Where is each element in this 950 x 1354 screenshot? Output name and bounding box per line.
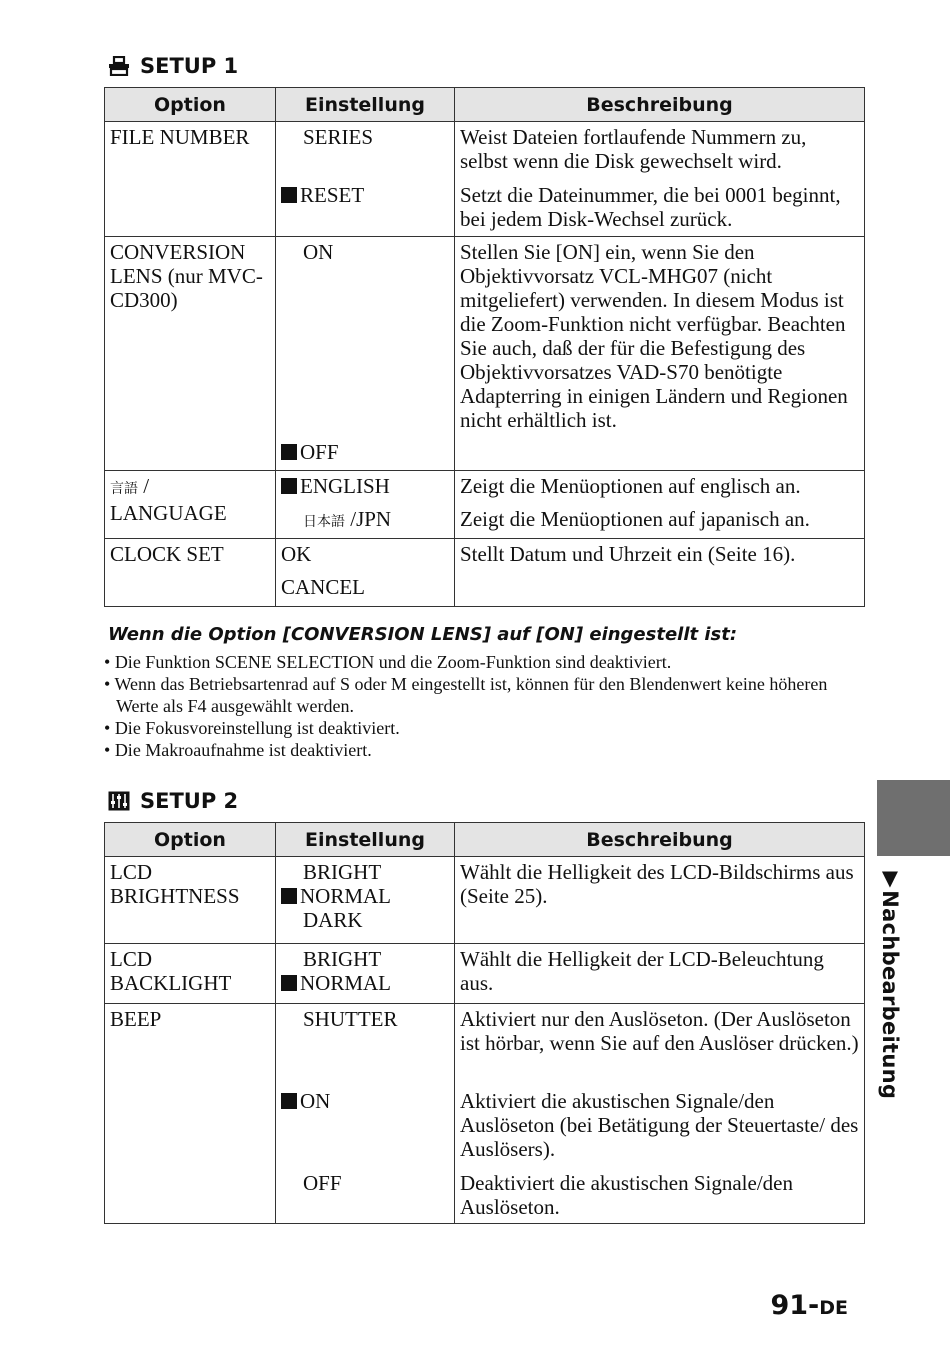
table-row	[105, 539, 865, 607]
option-file-number: FILE NUMBER	[105, 122, 276, 237]
option-conversion-lens: CONVERSION LENS (nur MVC-CD300)	[105, 237, 276, 471]
header-description: Beschreibung	[455, 88, 865, 122]
desc-lcd-brightness: Wählt die Helligkeit des LCD-Bildschirms aus (Seite 25).	[455, 857, 865, 944]
desc-clock-set: Stellt Datum und Uhrzeit ein (Seite 16).	[455, 539, 865, 607]
default-marker-icon	[281, 187, 297, 203]
settings-cell	[276, 122, 455, 237]
setting-bright: BRIGHT	[303, 860, 382, 884]
table-row	[105, 1004, 865, 1224]
setup1-title: SETUP 1	[140, 54, 239, 78]
table-row	[105, 122, 865, 237]
setup1-table	[104, 87, 865, 607]
option-beep: BEEP	[105, 1004, 276, 1224]
settings-cell	[276, 539, 455, 607]
settings-cell	[276, 944, 455, 1004]
default-marker-icon	[281, 975, 297, 991]
option-language-jp: 言語	[110, 481, 138, 497]
setting-shutter: SHUTTER	[303, 1007, 398, 1031]
header-description: Beschreibung	[455, 823, 865, 857]
setting-english: ENGLISH	[300, 474, 390, 498]
description-cell	[455, 122, 865, 237]
setting-cancel: CANCEL	[281, 575, 365, 599]
setting-series: SERIES	[303, 125, 374, 149]
desc-lcd-backlight: Wählt die Helligkeit der LCD-Beleuchtung aus.	[455, 944, 865, 1004]
header-setting: Einstellung	[276, 88, 455, 122]
table-row	[105, 471, 865, 539]
section-side-label: ▼Nachbearbeitung	[878, 866, 902, 1100]
settings-cell	[276, 237, 455, 471]
desc-on: Aktiviert die akustischen Signale/den Auslöseton (bei Betätigung der Steuertaste/ des Auslösers).	[460, 1089, 859, 1161]
table-row	[105, 237, 865, 471]
desc-shutter: Aktiviert nur den Auslöseton. (Der Auslöseton ist hörbar, wenn Sie auf den Auslöser drücken.)	[460, 1007, 859, 1055]
header-setting: Einstellung	[276, 823, 455, 857]
option-lcd-backlight: LCD BACKLIGHT	[105, 944, 276, 1004]
default-marker-icon	[281, 1093, 297, 1109]
setting-bright: BRIGHT	[303, 947, 382, 971]
setting-reset: RESET	[300, 183, 365, 207]
setting-on: ON	[303, 240, 334, 264]
setup2-icon	[108, 791, 130, 811]
note-heading: Wenn die Option [CONVERSION LENS] auf [ON] eingestellt ist:	[108, 624, 738, 645]
desc-off: Deaktiviert die akustischen Signale/den Auslöseton.	[460, 1171, 793, 1219]
setting-on: ON	[300, 1089, 331, 1113]
desc-japanese: Zeigt die Menüoptionen auf japanisch an.	[460, 507, 810, 531]
option-lcd-brightness: LCD BRIGHTNESS	[105, 857, 276, 944]
setting-normal: NORMAL	[300, 971, 392, 995]
settings-cell	[276, 857, 455, 944]
setup1-heading	[108, 54, 238, 78]
setup1-icon	[108, 56, 130, 76]
header-option: Option	[105, 88, 276, 122]
option-language	[105, 471, 276, 539]
desc-series: Weist Dateien fortlaufende Nummern zu, selbst wenn die Disk gewechselt wird.	[460, 125, 807, 173]
table-row	[105, 857, 865, 944]
default-marker-icon	[281, 888, 297, 904]
setting-jpn: /JPN	[350, 507, 392, 531]
desc-conversion-lens: Stellen Sie [ON] ein, wenn Sie den Objektivvorsatz VCL-MHG07 (nicht mitgeliefert) verwenden. In diesem Modus ist die Zoom-Funktion nicht verfügbar. Beachten Sie auch, daß der für die Befestigung des Objektivvorsatzes VAD-S70 benötigte Adapterring in einigen Ländern und Regionen nicht erhältlich ist.	[455, 237, 865, 471]
desc-reset: Setzt die Dateinummer, die bei 0001 beginnt, bei jedem Disk-Wechsel zurück.	[460, 183, 841, 231]
option-clock-set: CLOCK SET	[105, 539, 276, 607]
setting-off: OFF	[300, 440, 339, 464]
setting-jpn-jp: 日本語	[303, 514, 345, 530]
setting-dark: DARK	[303, 908, 363, 932]
section-tab-marker	[877, 780, 950, 856]
option-language-label: / LANGUAGE	[110, 474, 227, 525]
description-cell	[455, 1004, 865, 1224]
setting-ok: OK	[281, 542, 312, 566]
header-option: Option	[105, 823, 276, 857]
settings-cell	[276, 1004, 455, 1224]
list-item: • Die Fokusvoreinstellung ist deaktiviert.	[104, 717, 864, 739]
note-list	[104, 651, 864, 761]
setting-off: OFF	[303, 1171, 342, 1195]
settings-cell	[276, 471, 455, 539]
list-item: • Wenn das Betriebsartenrad auf S oder M eingestellt ist, können für den Blendenwert keine höheren Werte als F4 ausgewählt werden.	[104, 673, 864, 717]
setup2-heading	[108, 789, 238, 813]
table-header-row	[105, 88, 865, 122]
table-header-row	[105, 823, 865, 857]
desc-english: Zeigt die Menüoptionen auf englisch an.	[460, 474, 801, 498]
table-row	[105, 944, 865, 1004]
list-item: • Die Funktion SCENE SELECTION und die Zoom-Funktion sind deaktiviert.	[104, 651, 864, 673]
setup2-table	[104, 822, 865, 1224]
page-number: 91-DE	[770, 1290, 848, 1321]
list-item: • Die Makroaufnahme ist deaktiviert.	[104, 739, 864, 761]
setting-normal: NORMAL	[300, 884, 392, 908]
default-marker-icon	[281, 478, 297, 494]
description-cell	[455, 471, 865, 539]
default-marker-icon	[281, 444, 297, 460]
setup2-title: SETUP 2	[140, 789, 239, 813]
